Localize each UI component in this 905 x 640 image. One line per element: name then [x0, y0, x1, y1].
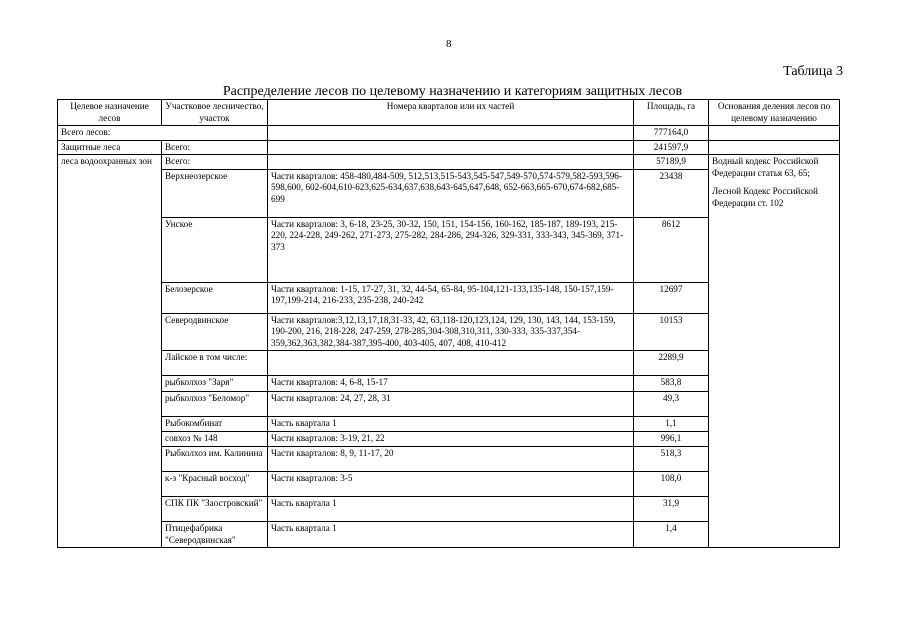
protective-area: 241597,9	[634, 140, 709, 155]
water-sub: Всего:	[162, 155, 268, 170]
row-blocks: Часть квартала 1	[268, 497, 634, 522]
row-blocks: Части кварталов: 4, 6-8, 15-17	[268, 376, 634, 392]
water-total-row	[58, 155, 840, 170]
row-area: 10153	[634, 313, 709, 351]
header-purpose: Целевое назначение лесов	[58, 100, 162, 126]
row-area: 23438	[634, 169, 709, 217]
row-forestry: Верхнеозерское	[162, 169, 268, 217]
header-forestry: Участковое лесничество, участок	[162, 100, 268, 126]
row-blocks: Части кварталов: 8, 9, 11-17, 20	[268, 447, 634, 472]
total-label: Всего лесов:	[58, 126, 268, 141]
row-forestry: рыбколхоз "Беломор"	[162, 392, 268, 417]
table-title: Распределение лесов по целевому назначению и категориям защитных лесов	[222, 84, 683, 99]
page-number: 8	[446, 38, 452, 50]
header-blocks: Номера кварталов или их частей	[268, 100, 634, 126]
row-blocks: Части кварталов: 1-15, 17-27, 31, 32, 44-54, 65-84, 95-104,121-133,135-148, 150-157,159-197,199-214, 216-233, 235-238, 240-242	[268, 282, 634, 313]
row-forestry: СПК ПК "Заостровский"	[162, 497, 268, 522]
water-zone-label: леса водоохранных зон	[58, 155, 162, 548]
row-area: 12697	[634, 282, 709, 313]
row-forestry: Птицефабрика "Северодвинская"	[162, 522, 268, 548]
row-blocks: Часть квартала 1	[268, 417, 634, 432]
row-area: 108,0	[634, 472, 709, 497]
row-forestry: Унское	[162, 217, 268, 282]
row-area: 1,4	[634, 522, 709, 548]
row-forestry: совхоз № 148	[162, 432, 268, 447]
row-forestry: Рыбокомбинат	[162, 417, 268, 432]
row-area: 8612	[634, 217, 709, 282]
row-blocks: Части кварталов:3,12,13,17,18,31-33, 42, 63,118-120,123,124, 129, 130, 143, 144, 153-159, 190-200, 216, 218-228, 247-259, 278-285,304-308,310,311, 330-333, 335-337,354-359,362,363,382,384-387,395-400, 403-405, 407, 408, 410-412	[268, 313, 634, 351]
row-blocks: Часть квартала 1	[268, 522, 634, 548]
row-area: 518,3	[634, 447, 709, 472]
row-area: 583,8	[634, 376, 709, 392]
protective-row	[58, 140, 840, 155]
row-blocks: Части кварталов: 3-19, 21, 22	[268, 432, 634, 447]
total-row	[58, 126, 840, 141]
header-basis: Основания деления лесов по целевому назначению	[709, 100, 840, 126]
row-area: 49,3	[634, 392, 709, 417]
row-area: 31,9	[634, 497, 709, 522]
header-row	[58, 100, 840, 126]
forest-distribution-table	[57, 99, 840, 548]
row-forestry: Рыбколхоз им. Калинина	[162, 447, 268, 472]
row-blocks	[268, 351, 634, 376]
basis-forest-code: Лесной Кодекс Российской Федерации ст. 102	[712, 186, 818, 208]
basis-water-code: Водный кодекс Российской Федерации статья 63, 65;	[712, 156, 819, 178]
total-area: 777164,0	[634, 126, 709, 141]
row-forestry: Северодвинское	[162, 313, 268, 351]
protective-blocks	[268, 140, 634, 155]
row-area: 1,1	[634, 417, 709, 432]
row-area: 2289,9	[634, 351, 709, 376]
water-basis	[709, 155, 840, 548]
protective-sub: Всего:	[162, 140, 268, 155]
water-blocks	[268, 155, 634, 170]
row-blocks: Части кварталов: 3-5	[268, 472, 634, 497]
row-forestry: Лайское в том числе:	[162, 351, 268, 376]
row-blocks: Части кварталов: 3, 6-18, 23-25, 30-32, 150, 151, 154-156, 160-162, 185-187, 189-193, 215-220, 224-228, 249-262, 271-273, 275-282, 284-286, 294-326, 329-331, 333-343, 345-369, 371-373	[268, 217, 634, 282]
row-area: 996,1	[634, 432, 709, 447]
protective-basis	[709, 140, 840, 155]
row-forestry: Белозерское	[162, 282, 268, 313]
row-forestry: к-з "Красный восход"	[162, 472, 268, 497]
row-blocks: Части кварталов: 24, 27, 28, 31	[268, 392, 634, 417]
row-forestry: рыбколхоз "Заря"	[162, 376, 268, 392]
row-blocks: Части кварталов: 458-480,484-509, 512,513,515-543,545-547,549-570,574-579,582-593,596-598,600, 602-604,610-623,625-634,637,638,643-645,647,648, 652-663,665-670,674-682,685-699	[268, 169, 634, 217]
water-area: 57189,9	[634, 155, 709, 170]
protective-label: Защитные леса	[58, 140, 162, 155]
total-blocks	[268, 126, 634, 141]
header-area: Площадь, га	[634, 100, 709, 126]
total-basis	[709, 126, 840, 141]
table-label: Таблица 3	[783, 64, 843, 79]
